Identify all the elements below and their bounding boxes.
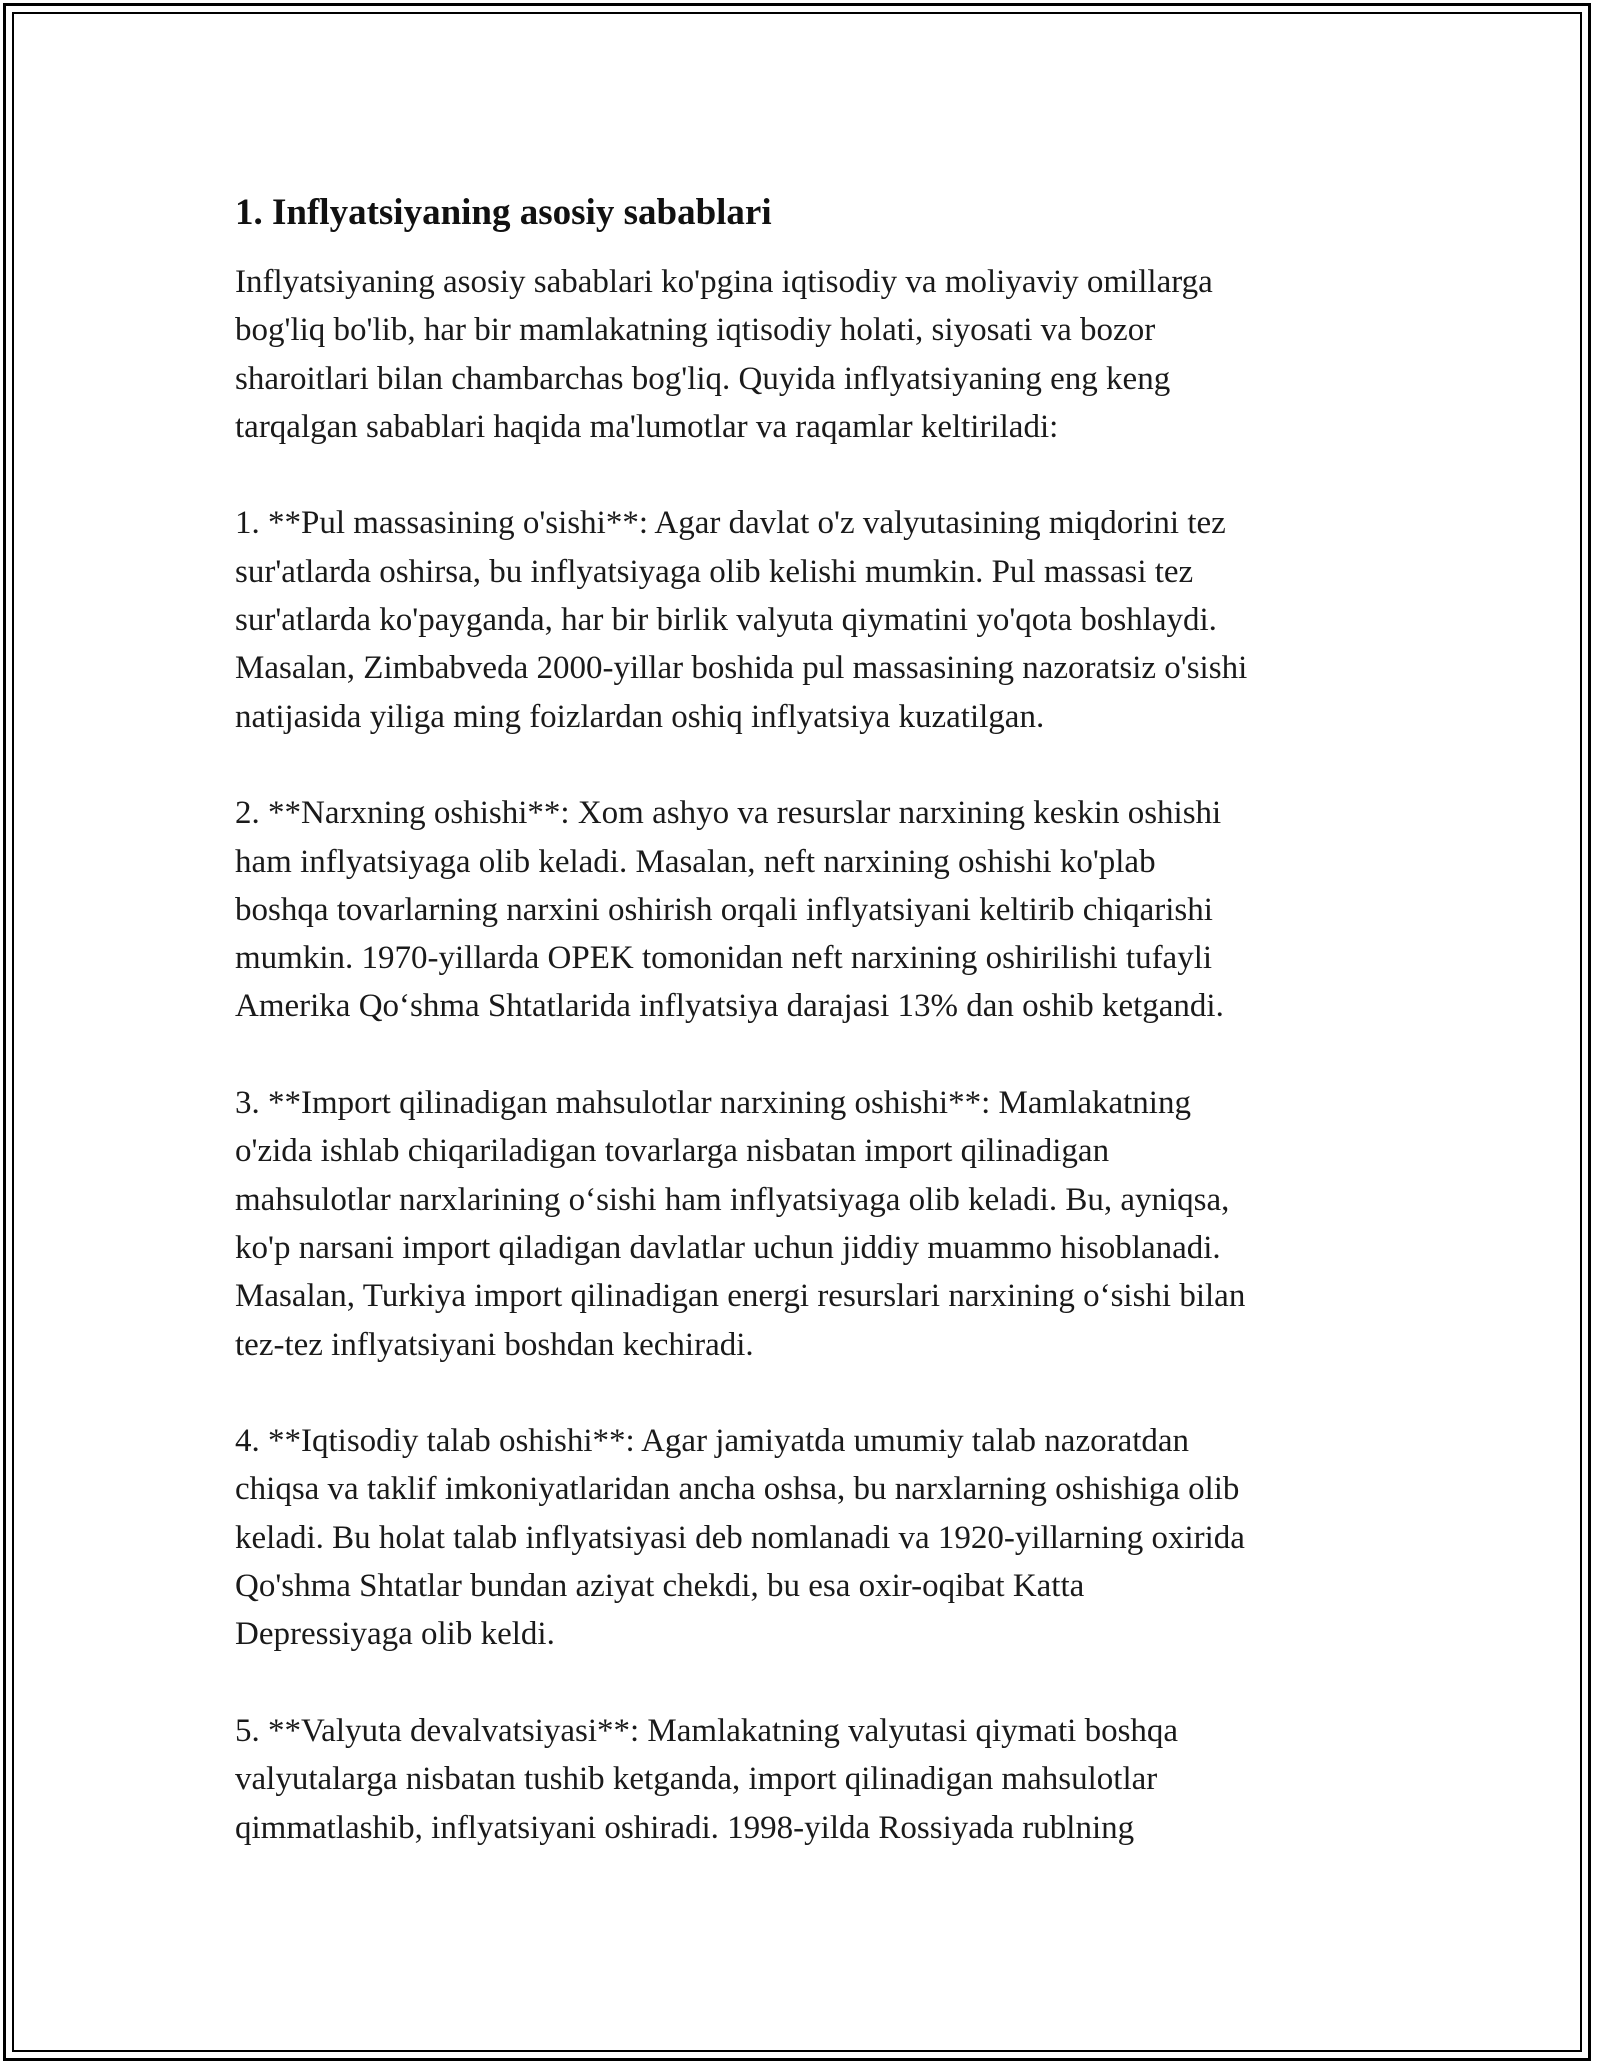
text-line: 3. **Import qilinadigan mahsulotlar narxining oshishi**: Mamlakatning: [235, 1085, 1191, 1122]
text-line: 5. **Valyuta devalvatsiyasi**: Mamlakatning valyutasi qiymati boshqa: [235, 1712, 1179, 1749]
text-line: tarqalgan sabablari haqida ma'lumotlar va raqamlar keltiriladi:: [235, 408, 1059, 445]
text-line: Inflyatsiyaning asosiy sabablari ko'pgina iqtisodiy va moliyaviy omillarga: [235, 264, 1213, 300]
text-line: 1. **Pul massasining o'sishi**: Agar davlat o'z valyutasining miqdorini tez: [235, 505, 1226, 542]
text-line: Masalan, Zimbabveda 2000-yillar boshida pul massasining nazoratsiz o'sishi: [235, 650, 1248, 687]
section-heading: 1. Inflyatsiyaning asosiy sabablari: [235, 192, 772, 233]
text-line: sharoitlari bilan chambarchas bog'liq. Quyida inflyatsiyaning eng keng: [235, 360, 1171, 397]
document-body: [235, 188, 1375, 1852]
text-line: o'zida ishlab chiqariladigan tovarlarga nisbatan import qilinadigan: [235, 1133, 1110, 1170]
text-line: chiqsa va taklif imkoniyatlaridan ancha oshsa, bu narxlarning oshishiga olib: [235, 1471, 1240, 1508]
cause-paragraph-2: [235, 789, 1375, 1030]
text-line: ko'p narsani import qiladigan davlatlar uchun jiddiy muammo hisoblanadi.: [235, 1229, 1221, 1266]
text-line: Amerika Qo‘shma Shtatlarida inflyatsiya darajasi 13% dan oshib ketgandi.: [235, 988, 1224, 1025]
intro-paragraph: [235, 258, 1375, 451]
text-line: sur'atlarda oshirsa, bu inflyatsiyaga olib kelishi mumkin. Pul massasi tez: [235, 553, 1194, 590]
text-line: boshqa tovarlarning narxini oshirish orqali inflyatsiyani keltirib chiqarishi: [235, 891, 1213, 928]
text-line: natijasida yiliga ming foizlardan oshiq inflyatsiya kuzatilgan.: [235, 698, 1045, 735]
text-line: valyutalarga nisbatan tushib ketganda, import qilinadigan mahsulotlar: [235, 1761, 1158, 1798]
text-line: tez-tez inflyatsiyani boshdan kechiradi.: [235, 1326, 754, 1363]
text-line: sur'atlarda ko'payganda, har bir birlik valyuta qiymatini yo'qota boshlaydi.: [235, 602, 1217, 639]
text-line: mahsulotlar narxlarining o‘sishi ham inflyatsiyaga olib keladi. Bu, ayniqsa,: [235, 1181, 1230, 1218]
cause-paragraph-3: [235, 1079, 1375, 1369]
cause-paragraph-1: [235, 499, 1375, 740]
text-line: keladi. Bu holat talab inflyatsiyasi deb nomlanadi va 1920-yillarning oxirida: [235, 1519, 1245, 1556]
text-line: ham inflyatsiyaga olib keladi. Masalan, neft narxining oshishi ko'plab: [235, 843, 1156, 880]
text-line: Depressiyaga olib keldi.: [235, 1616, 555, 1653]
text-line: Qo'shma Shtatlar bundan aziyat chekdi, bu esa oxir-oqibat Katta: [235, 1568, 1085, 1605]
text-line: 2. **Narxning oshishi**: Xom ashyo va resurslar narxining keskin oshishi: [235, 795, 1222, 832]
text-line: mumkin. 1970-yillarda OPEK tomonidan neft narxining oshirilishi tufayli: [235, 940, 1213, 977]
text-line: bog'liq bo'lib, har bir mamlakatning iqtisodiy holati, siyosati va bozor: [235, 312, 1156, 349]
text-line: 4. **Iqtisodiy talab oshishi**: Agar jamiyatda umumiy talab nazoratdan: [235, 1423, 1190, 1460]
cause-paragraph-4: [235, 1417, 1375, 1658]
text-line: Masalan, Turkiya import qilinadigan energi resurslari narxining o‘sishi bilan: [235, 1278, 1246, 1315]
text-line: qimmatlashib, inflyatsiyani oshiradi. 1998-yilda Rossiyada rublning: [235, 1809, 1135, 1846]
cause-paragraph-5: [235, 1707, 1375, 1852]
